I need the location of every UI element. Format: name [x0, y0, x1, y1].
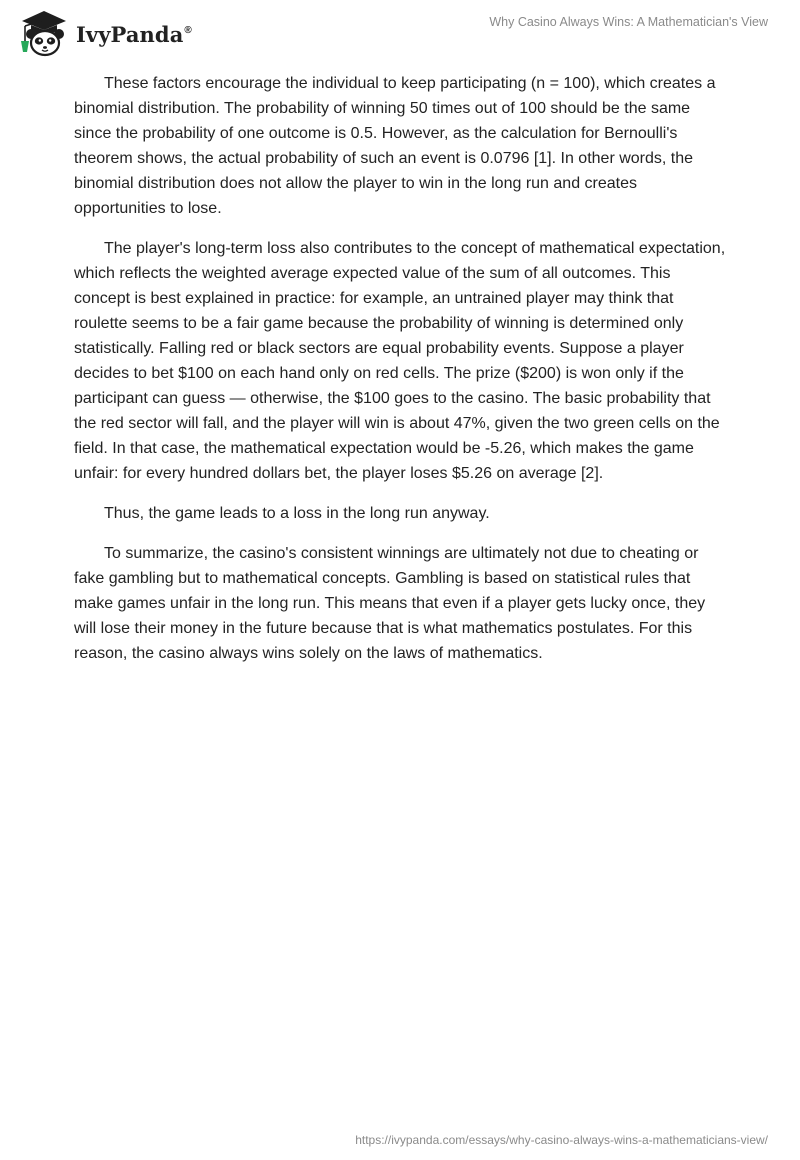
- brand-name-text: IvyPanda: [76, 21, 184, 47]
- document-title: Why Casino Always Wins: A Mathematician's View: [489, 15, 768, 29]
- panda-graduation-cap-icon: [14, 8, 72, 58]
- page-header: [0, 0, 800, 64]
- registered-mark: ®: [184, 24, 192, 36]
- paragraph: The player's long-term loss also contributes to the concept of mathematical expectation, which reflects the weighted average expected value of the sum of all outcomes. This concept is best explained in practice: for example, an untrained player may think that roulette seems to be a fair game because the probability of winning is determined only statistically. Falling red or black sectors are equal probability events. Suppose a player decides to bet $100 on each hand only on red cells. The prize ($200) is won only if the participant can guess — otherwise, the $100 goes to the casino. The basic probability that the red sector will fall, and the player will win is about 47%, given the two green cells on the field. In that case, the mathematical expectation would be -5.26, which makes the game unfair: for every hundred dollars bet, the player loses $5.26 on average [2].: [74, 240, 726, 482]
- paragraph: These factors encourage the individual to keep participating (n = 100), which creates a binomial distribution. The probability of winning 50 times out of 100 should be the same since the probability of one outcome is 0.5. However, as the calculation for Bernoulli's theorem shows, the actual probability of such an event is 0.0796 [1]. In other words, the binomial distribution does not allow the player to win in the long run and creates opportunities to lose.: [74, 75, 716, 217]
- paragraph: To summarize, the casino's consistent winnings are ultimately not due to cheating or fake gambling but to mathematical concepts. Gambling is based on statistical rules that make games unfair in the long run. This means that even if a player gets lucky once, they will lose their money in the future because that is what mathematics postulates. For this reason, the casino always wins solely on the laws of mathematics.: [74, 545, 706, 662]
- essay-body: [74, 71, 726, 681]
- source-url-link[interactable]: https://ivypanda.com/essays/why-casino-always-wins-a-mathematicians-view/: [355, 1133, 768, 1147]
- brand-name: [76, 22, 192, 47]
- paragraph: Thus, the game leads to a loss in the long run anyway.: [104, 505, 490, 522]
- ivypanda-logo[interactable]: [14, 8, 192, 58]
